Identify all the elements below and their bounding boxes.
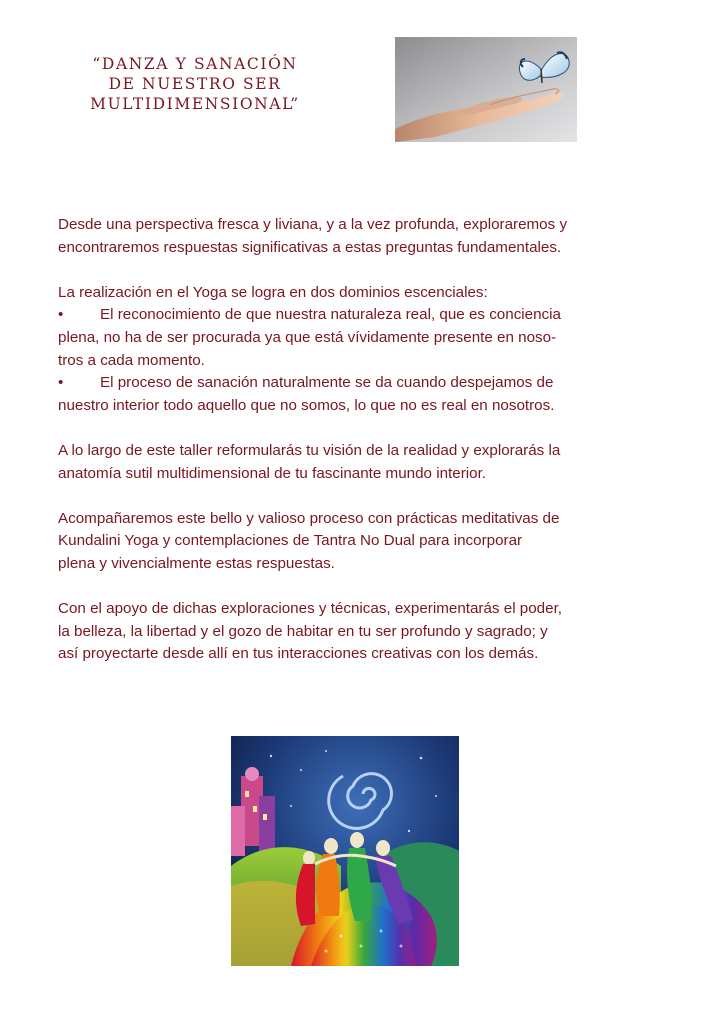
bullet-symbol: • (58, 374, 64, 392)
bullet-item-1 (58, 304, 648, 327)
bullet-2-line-1: El proceso de sanación naturalmente se da cuando despejamos de (100, 374, 554, 392)
paragraph-yoga-domains (58, 282, 648, 418)
text-line: encontraremos respuestas significativas a estas preguntas fundamentales. (58, 238, 562, 256)
text-line: nuestro interior todo aquello que no somos, lo que no es real en nosotros. (58, 396, 555, 414)
paragraph-practices (58, 508, 648, 576)
hand-butterfly-photo (395, 37, 577, 142)
paragraph-intro (58, 214, 648, 259)
text-line: anatomía sutil multidimensional de tu fascinante mundo interior. (58, 464, 487, 482)
bullet-1-line-1: El reconocimiento de que nuestra naturaleza real, que es conciencia (100, 306, 561, 324)
title-line-1: “DANZA Y SANACIÓN (92, 55, 298, 73)
text-line: Desde una perspectiva fresca y liviana, y a la vez profunda, exploraremos y (58, 216, 568, 233)
body-text (58, 214, 648, 688)
painting-image (231, 736, 459, 966)
text-line: Acompañaremos este bello y valioso proceso con prácticas meditativas de (58, 509, 560, 527)
text-line: Con el apoyo de dichas exploraciones y técnicas, experimentarás el poder, (58, 600, 563, 618)
title-line-3: MULTIDIMENSIONAL” (90, 95, 300, 113)
hand-butterfly-image (395, 37, 577, 142)
paragraph-workshop (58, 440, 648, 485)
text-line: así proyectarte desde allí en tus interacciones creativas con los demás. (58, 645, 539, 663)
text-line: A lo largo de este taller reformularás tu visión de la realidad y explorarás la (58, 441, 561, 459)
text-line: plena y vivencialmente estas respuestas. (58, 554, 335, 572)
bullet-item-2 (58, 372, 648, 395)
paragraph-closing (58, 598, 648, 666)
title-line-2: DE NUESTRO SER (108, 75, 282, 93)
bullet-symbol: • (58, 306, 64, 324)
text-line: Kundalini Yoga y contemplaciones de Tantra No Dual para incorporar (58, 532, 523, 550)
dancing-figures-painting (231, 736, 459, 966)
page-title (60, 54, 330, 114)
text-line: La realización en el Yoga se logra en dos dominios escenciales: (58, 283, 488, 301)
text-line: tros a cada momento. (58, 351, 205, 369)
text-line: la belleza, la libertad y el gozo de habitar en tu ser profundo y sagrado; y (58, 622, 548, 640)
text-line: plena, no ha de ser procurada ya que está vívidamente presente en noso- (58, 328, 557, 346)
